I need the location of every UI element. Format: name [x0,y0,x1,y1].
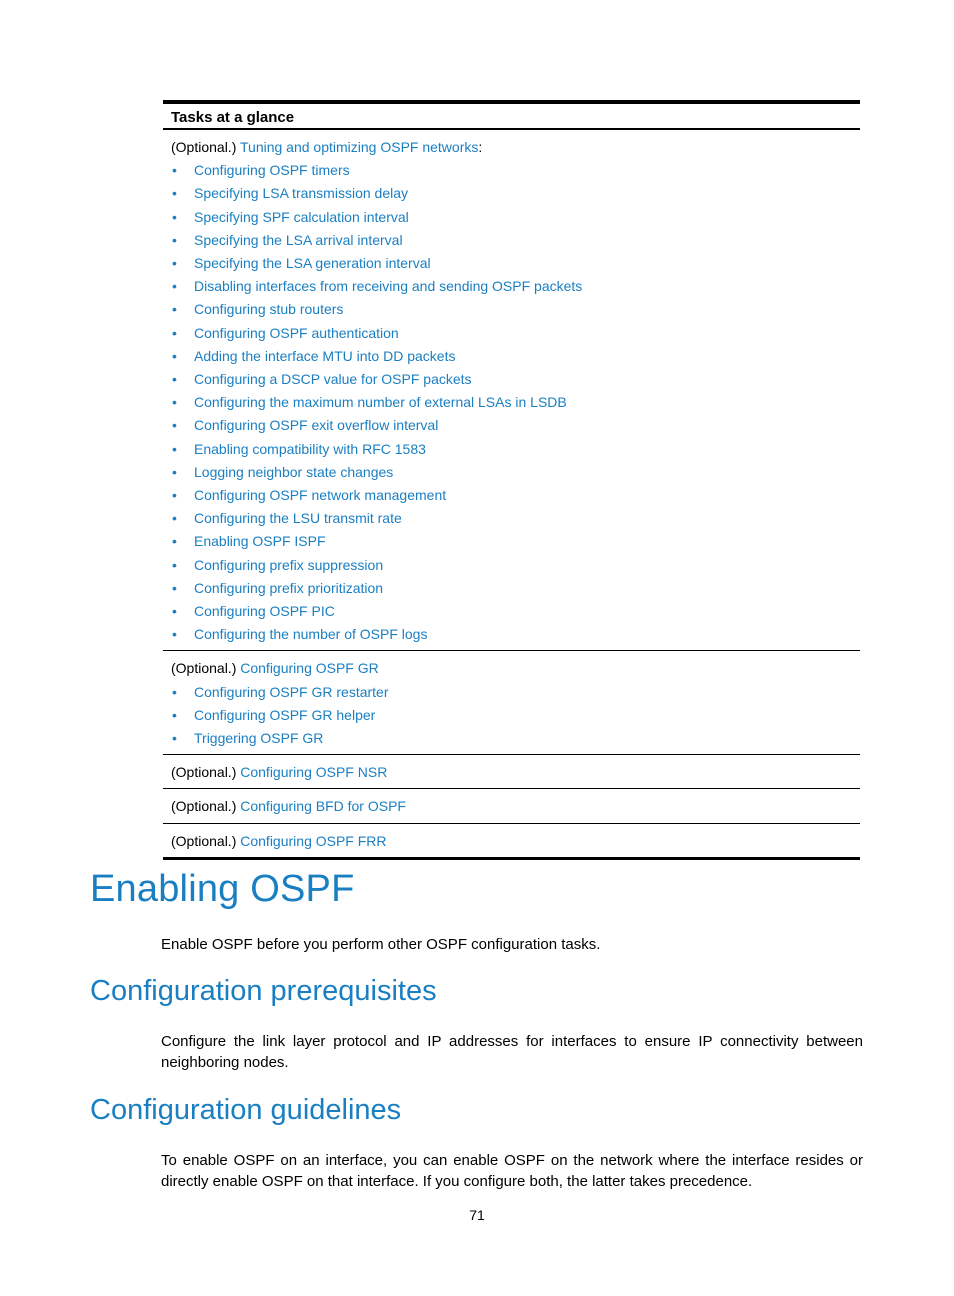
task-link[interactable]: Specifying the LSA arrival interval [194,231,403,248]
list-item [171,530,860,553]
optional-prefix: (Optional.) [171,660,241,677]
task-group-frr [163,824,860,857]
list-item [171,345,860,368]
optional-prefix: (Optional.) [171,139,240,155]
task-link[interactable]: Configuring OSPF exit overflow interval [194,417,439,434]
bullet-icon: • [172,301,177,318]
task-link[interactable]: Configuring a DSCP value for OSPF packets [194,371,472,388]
bullet-icon: • [172,278,177,295]
list-item [171,275,860,298]
task-link[interactable]: Enabling compatibility with RFC 1583 [194,440,426,457]
list-item [171,461,860,484]
page-number: 71 [469,1207,485,1223]
task-link[interactable]: Configuring OSPF authentication [194,324,399,341]
link-configuring-bfd-for-ospf[interactable]: Configuring BFD for OSPF [240,798,406,815]
list-item [171,507,860,530]
optional-prefix: (Optional.) [171,832,241,849]
list-item [171,484,860,507]
list-item [171,600,860,623]
bullet-icon: • [172,371,177,388]
section-title-guidelines: Configuration guidelines [90,1094,402,1126]
task-group-gr [163,651,860,755]
task-link[interactable]: Configuring prefix suppression [194,556,384,573]
section-title-prerequisites: Configuration prerequisites [90,975,437,1007]
group-title-row [171,136,860,159]
tasks-table [163,100,860,860]
list-item [171,704,860,727]
link-configuring-ospf-gr[interactable]: Configuring OSPF GR [240,660,379,677]
task-group-bfd [163,789,860,823]
list-item [171,681,860,704]
task-link[interactable]: Configuring stub routers [194,301,344,318]
group-title-row [171,657,860,680]
task-link[interactable]: Enabling OSPF ISPF [194,533,326,550]
bullet-icon: • [172,706,177,723]
list-item [171,391,860,414]
prerequisites-text: Configure the link layer protocol and IP addresses for interfaces to ensure IP connectivity between neighboring nodes. [161,1033,863,1071]
group-title-row [171,795,860,818]
link-tuning-ospf[interactable]: Tuning and optimizing OSPF networks [240,139,479,155]
bullet-icon: • [172,603,177,620]
task-link[interactable]: Specifying SPF calculation interval [194,208,409,225]
bullet-icon: • [172,626,177,643]
bullet-icon: • [172,463,177,480]
bullet-icon: • [172,579,177,596]
list-item [171,182,860,205]
group-suffix: : [478,139,483,155]
task-link[interactable]: Configuring OSPF GR helper [194,706,376,723]
bullet-icon: • [172,185,177,202]
guidelines-text: To enable OSPF on an interface, you can enable OSPF on the network where the interface resides or directly enable OSPF on that interface. If you configure both, the latter takes precedence. [161,1152,863,1190]
list-item [171,206,860,229]
bullet-icon: • [172,255,177,272]
task-link[interactable]: Configuring prefix prioritization [194,579,384,596]
bullet-icon: • [172,394,177,411]
task-link[interactable]: Adding the interface MTU into DD packets [194,347,456,364]
list-item [171,159,860,182]
list-item [171,554,860,577]
task-link[interactable]: Configuring OSPF PIC [194,603,335,620]
bullet-icon: • [172,231,177,248]
list-item [171,414,860,437]
bullet-icon: • [172,683,177,700]
bullet-icon: • [172,347,177,364]
task-group-nsr [163,755,860,789]
bullet-icon: • [172,440,177,457]
list-item [171,438,860,461]
bullet-icon: • [172,556,177,573]
task-link[interactable]: Disabling interfaces from receiving and sending OSPF packets [194,278,583,295]
link-configuring-ospf-nsr[interactable]: Configuring OSPF NSR [240,764,388,781]
list-item [171,322,860,345]
bullet-icon: • [172,162,177,179]
task-list-tuning [171,159,860,646]
link-configuring-ospf-frr[interactable]: Configuring OSPF FRR [240,832,387,849]
optional-prefix: (Optional.) [171,764,241,781]
task-link[interactable]: Configuring OSPF timers [194,162,350,179]
task-link[interactable]: Configuring OSPF network management [194,487,447,504]
bullet-icon: • [172,208,177,225]
bullet-icon: • [172,487,177,504]
task-link[interactable]: Triggering OSPF GR [194,730,324,747]
table-header: Tasks at a glance [163,104,860,130]
task-list-gr [171,681,860,751]
section-title-enabling-ospf: Enabling OSPF [90,868,355,910]
bullet-icon: • [172,417,177,434]
list-item [171,623,860,646]
task-link[interactable]: Configuring OSPF GR restarter [194,683,389,700]
group-title-row [171,830,860,853]
task-group-tuning [163,130,860,651]
enabling-ospf-text: Enable OSPF before you perform other OSPF configuration tasks. [161,936,601,953]
list-item [171,252,860,275]
task-link[interactable]: Specifying LSA transmission delay [194,185,408,202]
task-link[interactable]: Specifying the LSA generation interval [194,255,431,272]
bullet-icon: • [172,324,177,341]
list-item [171,577,860,600]
bullet-icon: • [172,510,177,527]
task-link[interactable]: Configuring the LSU transmit rate [194,510,402,527]
group-title-row [171,761,860,784]
list-item [171,229,860,252]
list-item [171,368,860,391]
bullet-icon: • [172,730,177,747]
list-item [171,298,860,321]
task-link[interactable]: Logging neighbor state changes [194,463,394,480]
task-link[interactable]: Configuring the maximum number of external LSAs in LSDB [194,394,567,411]
bullet-icon: • [172,533,177,550]
task-link[interactable]: Configuring the number of OSPF logs [194,626,428,643]
list-item [171,727,860,750]
optional-prefix: (Optional.) [171,798,241,815]
